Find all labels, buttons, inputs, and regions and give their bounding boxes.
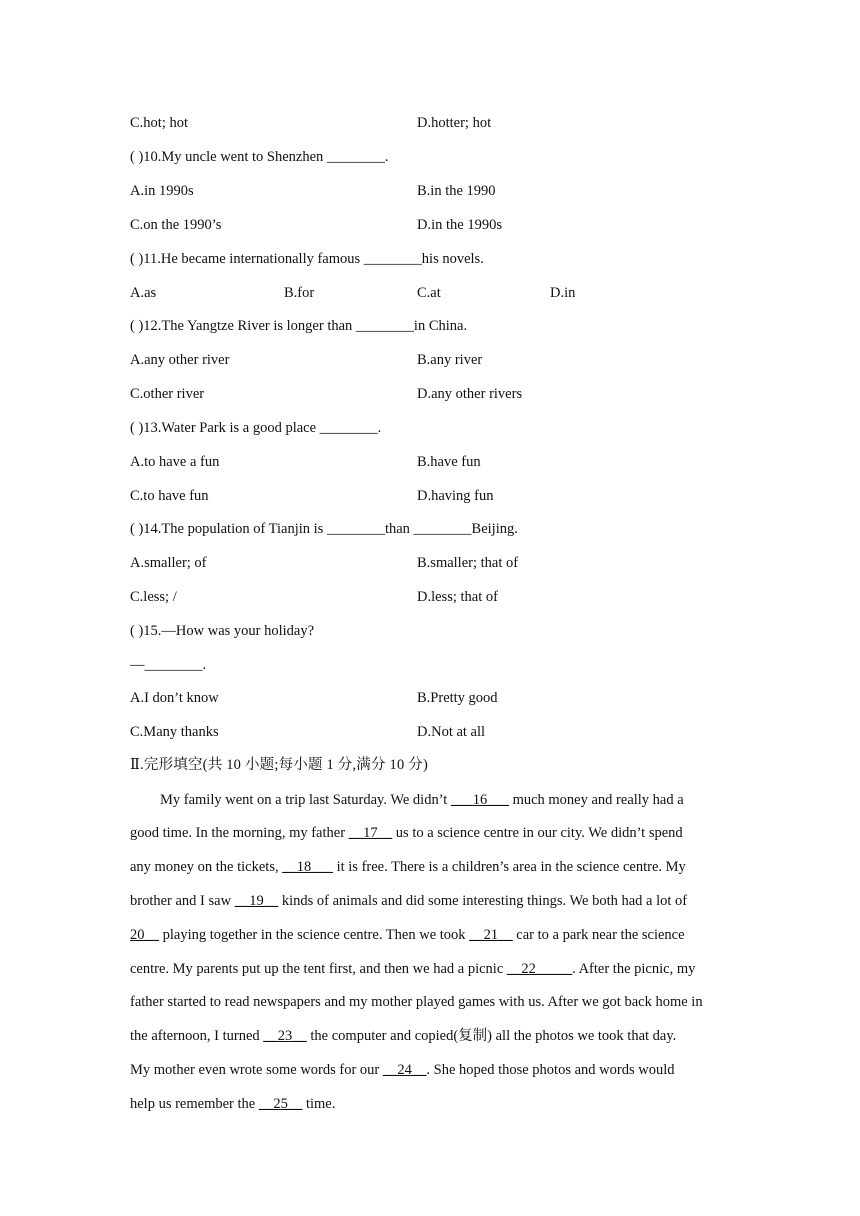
option-q11-c: C.at [417,285,441,301]
question-14-stem: ( )14.The population of Tianjin is ________than ________Beijing. [130,521,518,537]
cloze-line [130,1061,674,1079]
cloze-line [130,960,695,978]
blank-17: __17__ [348,825,393,841]
option-q10-a: A.in 1990s [130,183,194,199]
cloze-text: father started to read newspapers and my mother played games with us. After we got back home in [130,994,703,1010]
cloze-line [130,858,686,876]
cloze-text: playing together in the science centre. Then we took [159,927,470,943]
cloze-text: My mother even wrote some words for our [130,1062,383,1078]
option-q15-b: B.Pretty good [417,690,498,706]
blank-19: __19__ [234,893,279,909]
option-q12-a: A.any other river [130,352,230,368]
option-q12-c: C.other river [130,386,205,402]
question-12-stem: ( )12.The Yangtze River is longer than ________in China. [130,318,468,334]
cloze-text: good time. In the morning, my father [130,825,349,841]
question-11-stem: ( )11.He became internationally famous ________his novels. [130,251,484,267]
cloze-text: . After the picnic, my [572,961,696,977]
option-q15-d: D.Not at all [417,724,486,740]
question-10-stem: ( )10.My uncle went to Shenzhen ________. [130,149,389,165]
question-15-answer-line: —________. [130,657,207,673]
cloze-line [160,791,684,809]
blank-16: ___16___ [450,792,509,808]
option-q10-b: B.in the 1990 [417,183,496,199]
blank-24: __24__ [382,1062,427,1078]
option-q14-c: C.less; / [130,589,177,605]
cloze-text: much money and really had a [508,792,684,808]
option-q10-c: C.on the 1990’s [130,217,222,233]
option-q15-a: A.I don’t know [130,690,219,706]
question-13-stem: ( )13.Water Park is a good place ________. [130,420,382,436]
option-q9-c: C.hot; hot [130,115,189,131]
option-q12-d: D.any other rivers [417,386,523,402]
cloze-line [130,1095,335,1113]
option-q13-c: C.to have fun [130,488,209,504]
cloze-text: My family went on a trip last Saturday. We didn’t [160,792,451,808]
cloze-text: the computer and copied(复制) all the photos we took that day. [306,1028,677,1044]
option-q13-d: D.having fun [417,488,494,504]
cloze-line [130,824,683,842]
blank-25: __25__ [258,1096,303,1112]
option-q14-d: D.less; that of [417,589,498,605]
option-q11-d: D.in [550,285,576,301]
blank-20: 20__ [130,927,159,943]
cloze-line [130,1027,676,1045]
cloze-text: time. [302,1096,336,1112]
section-heading-cloze: Ⅱ.完形填空(共 10 小题;每小题 1 分,满分 10 分) [130,757,428,773]
blank-22: __22_____ [506,961,573,977]
option-q11-b: B.for [284,285,315,301]
option-q10-d: D.in the 1990s [417,217,502,233]
option-q14-b: B.smaller; that of [417,555,519,571]
blank-18: __18___ [282,859,333,875]
cloze-text: the afternoon, I turned [130,1028,264,1044]
blank-21: __21__ [469,927,513,943]
option-q15-c: C.Many thanks [130,724,219,740]
option-q9-d: D.hotter; hot [417,115,492,131]
cloze-text: help us remember the [130,1096,259,1112]
option-q14-a: A.smaller; of [130,555,207,571]
cloze-text: it is free. There is a children’s area in the science centre. My [332,859,686,875]
cloze-text: us to a science centre in our city. We didn’t spend [392,825,683,841]
question-15-stem: ( )15.—How was your holiday? [130,623,315,639]
cloze-text: kinds of animals and did some interesting things. We both had a lot of [278,893,688,909]
option-q13-b: B.have fun [417,454,481,470]
option-q13-a: A.to have a fun [130,454,220,470]
cloze-line [130,993,703,1011]
cloze-text: . She hoped those photos and words would [426,1062,675,1078]
cloze-text: any money on the tickets, [130,859,283,875]
option-q12-b: B.any river [417,352,483,368]
cloze-text: centre. My parents put up the tent first, and then we had a picnic [130,961,507,977]
cloze-line [130,892,687,910]
blank-23: __23__ [263,1028,307,1044]
cloze-line [130,926,685,944]
option-q11-a: A.as [130,285,157,301]
cloze-text: car to a park near the science [512,927,685,943]
cloze-text: brother and I saw [130,893,235,909]
